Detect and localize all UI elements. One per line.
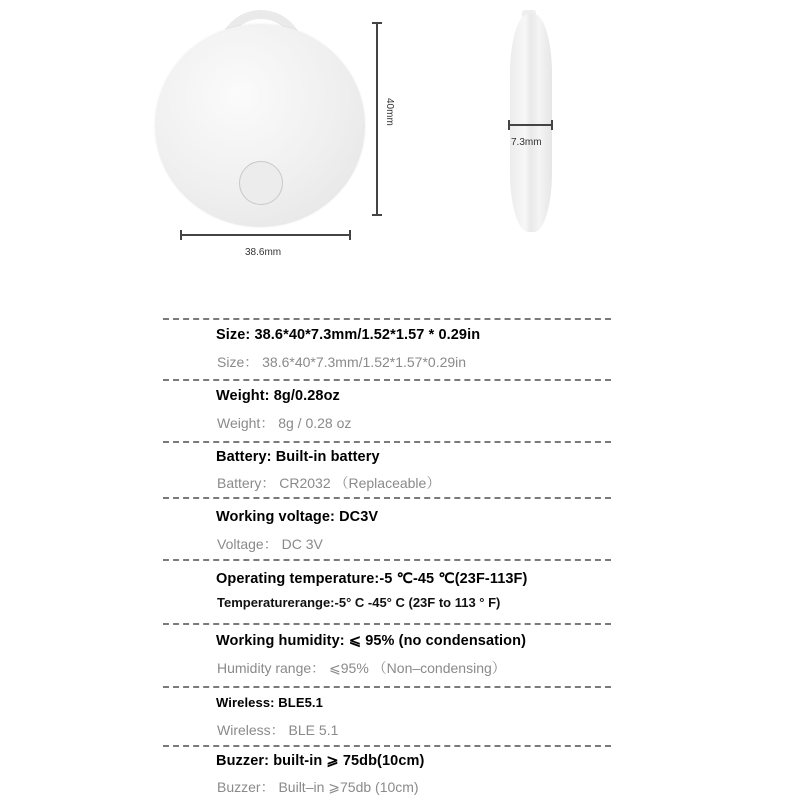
spec-temperature-subtitle: Temperaturerange:-5° C -45° C (23F to 113 ° F) bbox=[217, 595, 501, 610]
height-label: 40mm bbox=[384, 98, 395, 126]
spec-temperature-title: Operating temperature:-5 ℃-45 ℃(23F-113F) bbox=[216, 571, 528, 587]
tracker-button-icon bbox=[239, 161, 283, 205]
divider bbox=[163, 497, 611, 499]
spec-weight-title: Weight: 8g/0.28oz bbox=[216, 388, 340, 404]
divider bbox=[163, 379, 611, 381]
dimension-line bbox=[180, 234, 350, 236]
spec-buzzer-subtitle: Buzzer： Built–in ⩾75db (10cm) bbox=[217, 779, 419, 795]
spec-weight-subtitle: Weight： 8g / 0.28 oz bbox=[217, 415, 352, 431]
spec-voltage-title: Working voltage: DC3V bbox=[216, 509, 379, 525]
divider bbox=[163, 686, 611, 688]
thickness-label: 7.3mm bbox=[511, 137, 542, 148]
dimension-tick bbox=[372, 214, 382, 216]
dimension-tick bbox=[349, 230, 351, 240]
divider bbox=[163, 623, 611, 625]
spec-battery-title: Battery: Built-in battery bbox=[216, 449, 380, 465]
spec-wireless-title: Wireless: BLE5.1 bbox=[216, 695, 323, 710]
spec-humidity-title: Working humidity: ⩽ 95% (no condensation) bbox=[216, 633, 527, 649]
divider bbox=[163, 745, 611, 747]
divider bbox=[163, 441, 611, 443]
spec-voltage-subtitle: Voltage： DC 3V bbox=[217, 536, 323, 552]
spec-size-subtitle: Size： 38.6*40*7.3mm/1.52*1.57*0.29in bbox=[217, 354, 467, 370]
divider bbox=[163, 318, 611, 320]
divider bbox=[163, 559, 611, 561]
dimension-tick bbox=[551, 120, 553, 130]
dimension-line bbox=[508, 124, 552, 126]
spec-size-title: Size: 38.6*40*7.3mm/1.52*1.57 * 0.29in bbox=[216, 327, 481, 343]
spec-wireless-subtitle: Wireless： BLE 5.1 bbox=[217, 722, 339, 738]
spec-humidity-subtitle: Humidity range： ⩽95% （Non–condensing） bbox=[217, 660, 506, 676]
dimension-line bbox=[376, 23, 378, 215]
tracker-side-body bbox=[510, 14, 552, 232]
width-label: 38.6mm bbox=[245, 247, 282, 258]
spec-battery-subtitle: Battery： CR2032 （Replaceable） bbox=[217, 475, 441, 491]
spec-buzzer-title: Buzzer: built-in ⩾ 75db(10cm) bbox=[216, 753, 425, 769]
